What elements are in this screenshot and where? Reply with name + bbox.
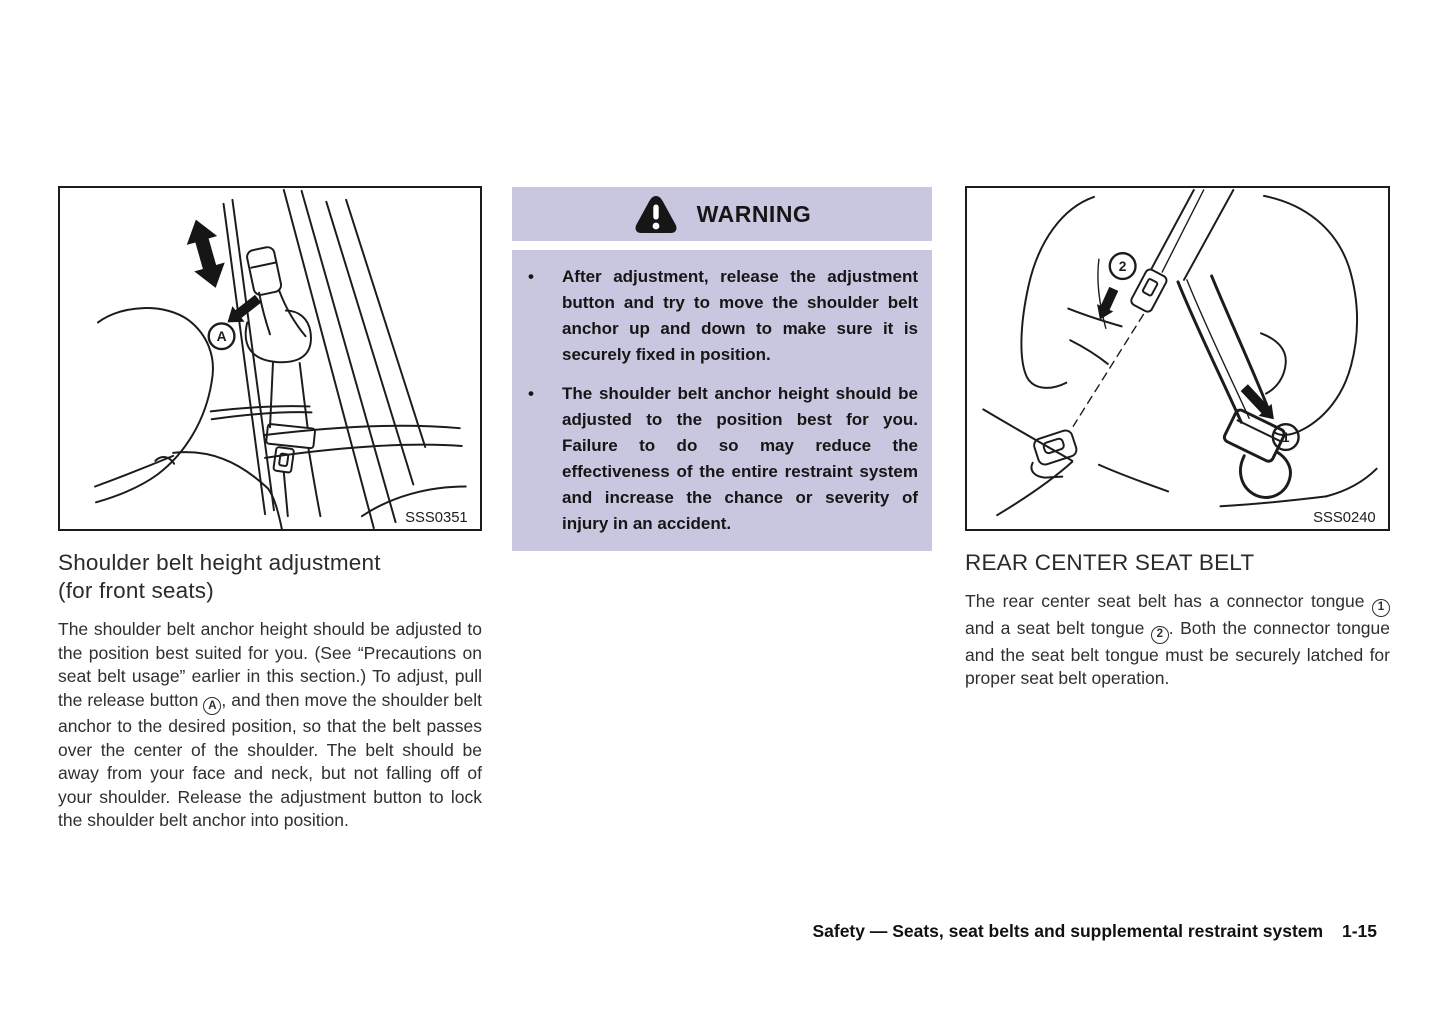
section-rear-center-seat-belt: [965, 549, 1390, 691]
head-restraint-outline: [95, 308, 311, 529]
paragraph-text: The shoulder belt anchor height should be adjusted to the position best suited for you. (See “Precautions on seat belt usage” earlier in this section.) To adjust, pull the release button: [58, 619, 482, 710]
figure-code-right: SSS0240: [1313, 510, 1376, 527]
rear-seat-belt-drawing: [967, 188, 1388, 529]
warning-body: [512, 250, 932, 551]
connector-housing: [1223, 408, 1286, 462]
release-button-arrow-icon: [227, 295, 261, 323]
section-shoulder-belt-height: [58, 549, 482, 833]
callout-1-arrow-icon: [1241, 384, 1274, 419]
seat-belt-webbing: [1031, 190, 1290, 497]
paragraph-text: The rear center seat belt has a connector tongue: [965, 591, 1372, 611]
shoulder-belt-drawing: [60, 188, 480, 529]
callout-1-label: 1: [1281, 429, 1290, 446]
warning-header: [512, 187, 932, 241]
heading-line-1: Shoulder belt height adjustment: [58, 550, 381, 575]
up-down-arrow-icon: [187, 220, 225, 288]
callout-2-inline: 2: [1151, 626, 1169, 644]
door-panel-lines: [264, 426, 466, 516]
footer-section-title: Safety — Seats, seat belts and supplemental restraint system: [812, 921, 1324, 941]
warning-bullet-1-text: After adjustment, release the adjustment button and try to move the shoulder belt anchor up and down to make sure it is securely fixed in position.: [562, 267, 918, 364]
footer-page-number: 1-15: [1341, 921, 1377, 941]
heading-rear-center-seat-belt: REAR CENTER SEAT BELT: [965, 550, 1255, 575]
callout-1-inline: 1: [1372, 599, 1390, 617]
heading-line-2: (for front seats): [58, 578, 214, 603]
paragraph-text: and a seat belt tongue: [965, 617, 1151, 638]
warning-title: WARNING: [696, 200, 812, 227]
page-footer: [812, 921, 1377, 942]
shoulder-belt-paragraph: [58, 618, 482, 833]
figure-rear-center-seat-belt: [965, 186, 1390, 531]
dashed-guide-line: [1073, 315, 1143, 427]
warning-box: [512, 187, 932, 551]
callout-2-label: 2: [1118, 258, 1127, 275]
seat-outline: [983, 196, 1376, 515]
paragraph-text: , and then move the shoulder belt anchor to the desired position, so that the belt passes over the center of the shoulder. The belt should be away from your face and neck, but not falling off of your shoulder. Release the adjustment button to lock the shoulder belt anchor into position.: [58, 689, 482, 831]
bullet-icon: •: [528, 267, 534, 286]
callout-2: [1097, 253, 1135, 328]
warning-bullet-2: [528, 381, 918, 537]
rear-center-paragraph: [965, 590, 1390, 691]
warning-bullet-1: [528, 264, 918, 368]
warning-bullet-2-text: The shoulder belt anchor height should be adjusted to the position best for you. Failure to do so may reduce the effectiveness of the entire restraint system and increase the chance or severity of injury in an accident.: [562, 384, 918, 533]
bullet-icon: •: [528, 384, 534, 403]
callout-a-label: A: [216, 328, 227, 345]
heading-shoulder-belt-height: [58, 549, 482, 605]
figure-code-left: SSS0351: [405, 510, 468, 527]
warning-triangle-icon: [633, 193, 679, 235]
callout-a: [209, 323, 235, 349]
seat-belt-tongue: [1130, 268, 1169, 314]
figure-shoulder-belt-adjustment: [58, 186, 482, 531]
paragraph-text: . Both the connector tongue and the seat belt tongue must be securely latched for proper seat belt operation.: [965, 617, 1390, 688]
callout-a-inline: A: [203, 697, 221, 715]
